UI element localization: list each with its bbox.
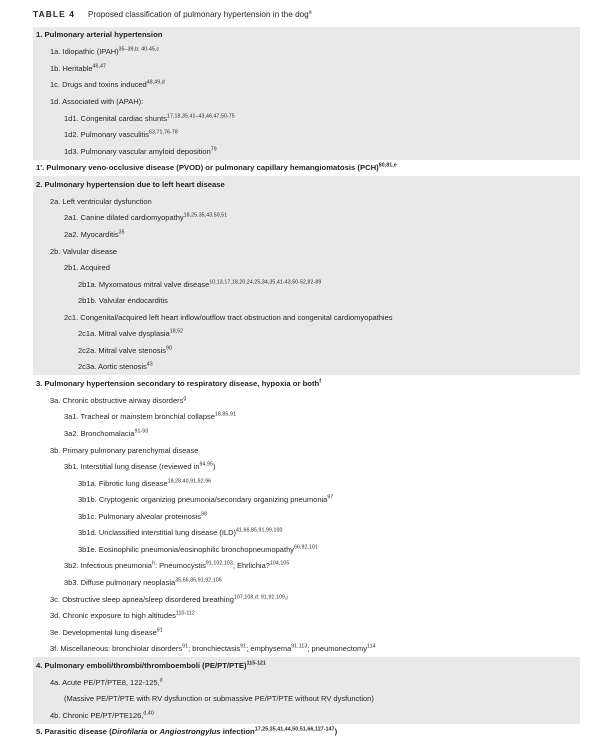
item-label: 3b1c. Pulmonary alveolar proteinosis: [78, 511, 201, 521]
classification-item: [33, 624, 580, 641]
reference-superscript: d: [159, 677, 163, 684]
item-label: 3b1a. Fibrotic lung disease: [78, 478, 168, 488]
classification-item: [33, 93, 580, 110]
genus-name: Dirofilaria: [111, 727, 148, 737]
classification-item: [33, 392, 580, 409]
item-label: 1'. Pulmonary veno-occlusive disease (PVOD) or pulmonary capillary hemangiomatosis (PCH): [36, 163, 379, 173]
reference-superscript: 63,71,76-78: [149, 129, 178, 136]
reference-superscript: 91-93: [134, 428, 149, 435]
item-label: 3. Pulmonary hypertension secondary to respiratory disease, hypoxia or both: [36, 379, 320, 388]
item-label: 4. Pulmonary emboli/thrombi/thromboemboli (PE/PT/PTE): [36, 660, 247, 670]
reference-superscript: 91,102,103: [205, 560, 233, 567]
item-label: 1. Pulmonary arterial hypertension: [36, 30, 163, 40]
item-label: 2. Pulmonary hypertension due to left heart disease: [36, 180, 225, 189]
item-label: 3d. Chronic exposure to high altitudes: [50, 611, 176, 621]
classification-item: [33, 44, 580, 61]
item-label: 3b2. Infectious pneumonia: [64, 561, 152, 571]
classification-item: [33, 691, 580, 708]
reference-superscript: 66,92,101: [293, 544, 318, 551]
item-label: 2a2. Myocarditis: [64, 229, 119, 239]
classification-group-header: 5. Parasitic disease (Dirofilaria or Angiostrongylus infection$^{17,25,35,41,44,50,51,66,127-147}$): [33, 724, 580, 741]
item-label: 3a2. Bronchomalacia: [64, 428, 135, 438]
item-label: 3b. Primary pulmonary parenchymal disease: [50, 445, 199, 455]
reference-superscript: 91,113: [291, 643, 308, 650]
classification-group-header: [33, 27, 580, 44]
item-label: 1d1. Congenital cardiac shunts: [64, 113, 167, 123]
reference-superscript: 35: [118, 229, 125, 236]
reference-superscript: 35–39,b; 40-45,c: [118, 46, 160, 53]
reference-superscript: 48,49,d: [146, 79, 165, 86]
reference-superscript: f: [319, 378, 322, 385]
reference-superscript: 97: [327, 494, 334, 501]
classification-item: [33, 60, 580, 77]
reference-superscript: 110-112: [175, 610, 195, 617]
item-label: (Massive PE/PT/PTE with RV dysfunction or submassive PE/PT/PTE without RV dysfunction): [64, 694, 374, 704]
classification-rows: [33, 27, 580, 741]
classification-item: [33, 574, 580, 591]
item-label: 5. Parasitic disease (Dirofilaria or Angiostrongylus infection: [36, 727, 255, 737]
item-label: 2b1. Acquired: [64, 263, 110, 273]
reference-superscript: 17,25,35,41,44,50,51,66,127-147: [254, 726, 335, 733]
item-label: 3b1d. Unclassified interstitial lung disease (ILD): [78, 528, 236, 538]
reference-superscript: 114: [366, 643, 376, 650]
classification-item: 3f. Miscellaneous: bronchiolar disorders$^{91}$; bronchiectasis$^{91}$; emphysema$^{91,113}$; pneumonectomy$^{114}$: [33, 641, 580, 658]
classification-item: [33, 193, 580, 210]
item-label: 1b. Heritable: [50, 63, 93, 73]
classification-item: [33, 541, 580, 558]
classification-item: [33, 77, 580, 94]
classification-item: [33, 591, 580, 608]
classification-item: [33, 425, 580, 442]
item-label: 2c1a. Mitral valve dysplasia: [78, 329, 170, 339]
item-label: 3e. Developmental lung disease: [50, 627, 157, 637]
reference-superscript: 41,66,85,91,99,100: [236, 527, 283, 534]
reference-superscript: 18,25,35,43,50,51: [183, 212, 228, 219]
reference-superscript: 90: [165, 345, 172, 352]
reference-superscript: 98: [200, 511, 207, 518]
caption-footnote-marker: a: [308, 9, 312, 16]
reference-superscript: 18,52: [169, 328, 184, 335]
reference-superscript: 107,108,d; 91,92,109,j: [233, 594, 288, 601]
table-caption: [0, 0, 600, 27]
reference-superscript: 46,47: [92, 63, 107, 70]
genus-name: Angiostrongylus: [159, 727, 221, 737]
classification-item: [33, 326, 580, 343]
item-label: 2b1a. Myxomatous mitral valve disease: [78, 279, 210, 289]
reference-superscript: 104,105: [269, 560, 290, 567]
classification-item: [33, 442, 580, 459]
classification-item: [33, 409, 580, 426]
reference-superscript: 79: [210, 146, 217, 153]
item-label: 3a1. Tracheal or mainstem bronchial collapse: [64, 412, 215, 422]
reference-superscript: g: [183, 395, 187, 402]
classification-group-header: [33, 160, 580, 177]
item-label: 1d2. Pulmonary vasculitis: [64, 130, 150, 140]
item-label: 1a. Idiopathic (IPAH): [50, 47, 119, 57]
reference-superscript: 18,28,40,91,92,96: [167, 478, 212, 485]
classification-item: [33, 359, 580, 376]
item-label: 2b. Valvular disease: [50, 246, 117, 256]
item-label: 3b1. Interstitial lung disease (reviewed in: [64, 462, 200, 472]
classification-item: [33, 342, 580, 359]
classification-item: [33, 243, 580, 260]
reference-superscript: 17,18,35,41–43,46,47,50-75: [166, 113, 235, 119]
classification-item: [33, 508, 580, 525]
classification-item: [33, 110, 580, 127]
classification-item: [33, 293, 580, 310]
classification-group-header: [33, 375, 580, 392]
item-label: 2a1. Canine dilated cardiomyopathy: [64, 213, 184, 223]
item-label: 2c3a. Aortic stenosis: [78, 362, 147, 372]
item-label: 3b1b. Cryptogenic organizing pneumonia/secondary organizing pneumonia: [78, 495, 328, 505]
item-label: 3f. Miscellaneous: bronchiolar disorders: [50, 644, 183, 654]
classification-item: 3b2. Infectious pneumonia$^h$: Pneumocystis$^{91,102,103}$; Ehrlichia?$^{104,105}$: [33, 558, 580, 575]
reference-superscript: 91: [156, 627, 163, 634]
classification-item: [33, 126, 580, 143]
reference-superscript: 115-121: [246, 660, 267, 667]
table-title: Proposed classification of pulmonary hypertension in the dog$^a$: [87, 9, 312, 19]
classification-item: [33, 475, 580, 492]
reference-superscript: 10,13,17,18,20,24,25,34,35,41-43,50-52,82-89: [209, 279, 322, 286]
classification-item: [33, 309, 580, 326]
classification-item: [33, 259, 580, 276]
classification-item: [33, 226, 580, 243]
item-label: 3c. Obstructive sleep apnea/sleep disordered breathing: [50, 594, 234, 604]
classification-item: [33, 674, 580, 691]
classification-item: [33, 210, 580, 227]
table-number-label: TABLE 4: [33, 9, 75, 19]
reference-superscript: 91: [240, 643, 247, 650]
classification-item: 3b1. Interstitial lung disease (reviewed in$^{94,95}$): [33, 458, 580, 475]
reference-superscript: 35,66,85,91,92,106: [175, 577, 222, 584]
classification-group-header: [33, 176, 580, 193]
reference-superscript: h: [151, 560, 155, 567]
classification-item: [33, 525, 580, 542]
item-label: 1c. Drugs and toxins induced: [50, 80, 147, 90]
item-label: 3a. Chronic obstructive airway disorders: [50, 395, 184, 405]
item-label: 3b1e. Eosinophilic pneumonia/eosinophilic bronchopneumopathy: [78, 544, 294, 554]
item-label: 1d3. Pulmonary vascular amyloid deposition: [64, 146, 211, 156]
reference-superscript: d,40: [143, 710, 154, 717]
item-label: 2a. Left ventricular dysfunction: [50, 196, 152, 206]
item-label: 2c2a. Mitral valve stenosis: [78, 345, 166, 355]
classification-item: [33, 276, 580, 293]
classification-item: [33, 707, 580, 724]
classification-item: [33, 492, 580, 509]
item-label: 3b3. Diffuse pulmonary neoplasia: [64, 578, 176, 587]
classification-item: [33, 608, 580, 625]
reference-superscript: 91: [182, 643, 189, 650]
reference-superscript: 43: [146, 361, 153, 368]
classification-group-header: [33, 657, 580, 674]
reference-superscript: 18,85,91: [214, 411, 236, 418]
item-label: 4a. Acute PE/PT/PTE8, 122-125,: [50, 677, 160, 687]
reference-superscript: 94,95: [199, 461, 213, 468]
item-label: 4b. Chronic PE/PT/PTE126,: [50, 710, 144, 720]
item-label: 2c1. Congenital/acquired left heart inflow/outflow tract obstruction and congenital cardiomyopathies: [64, 312, 393, 322]
reference-superscript: 80,81,e: [378, 162, 397, 169]
classification-item: [33, 143, 580, 160]
item-label: 2b1b. Valvular endocarditis: [78, 296, 168, 306]
item-label: 1d. Associated with (APAH):: [50, 96, 144, 106]
